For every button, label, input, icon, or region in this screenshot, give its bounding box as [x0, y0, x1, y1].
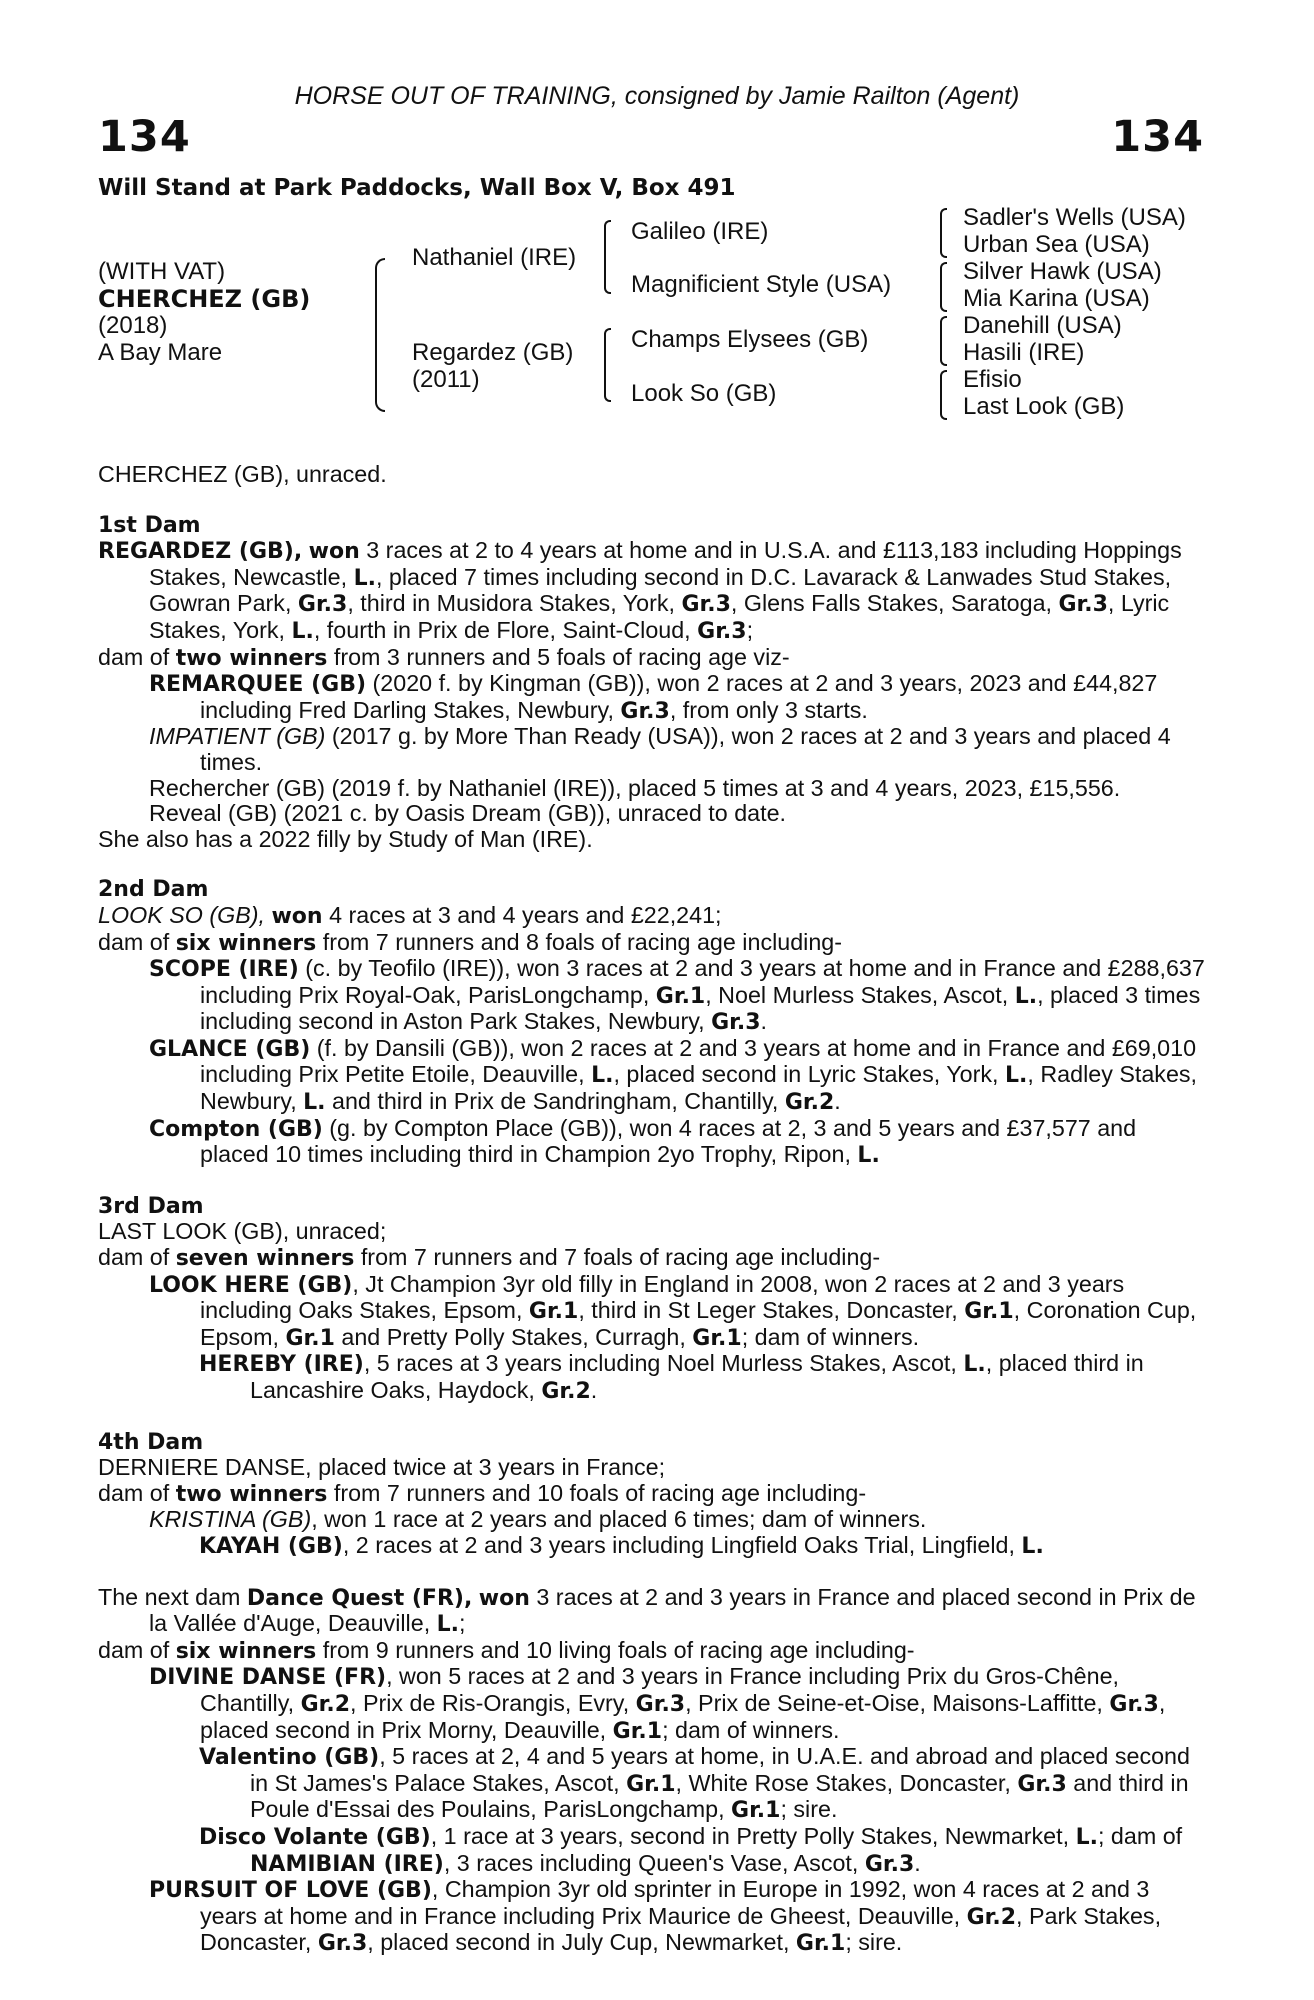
vat-note: (WITH VAT) [98, 258, 226, 285]
produce-entry: Rechercher (GB) (2019 f. by Nathaniel (IRE)), placed 5 times at 3 and 4 years, 2023, £15,556. [149, 774, 1121, 801]
horse-year: (2018) [98, 312, 168, 339]
produce-summary: dam of two winners from 7 runners and 10 foals of racing age including- [98, 1479, 867, 1507]
produce-entry: Reveal (GB) (2021 c. by Oasis Dream (GB)), unraced to date. [149, 800, 787, 827]
pedigree-brace [604, 328, 611, 402]
ggp-1: Sadler's Wells (USA) [963, 204, 1186, 231]
first-dam-section [98, 513, 1206, 853]
produce-summary: dam of six winners from 7 runners and 8 foals of racing age including- [98, 928, 843, 956]
pedigree-brace [940, 262, 947, 312]
produce-entry: Compton (GB) (g. by Compton Place (GB)), won 4 races at 2, 3 and 5 years and £37,577 and placed 10 times including third in Champion 2yo Trophy, Ripon, L. [149, 1114, 1137, 1169]
produce-entry: PURSUIT OF LOVE (GB), Champion 3yr old sprinter in Europe in 1992, won 4 races at 2 and 3 years at home and in France including Prix Maurice de Gheest, Deauville, Gr.2, Park Stakes, Doncaster, Gr.3, placed second in July Cup, Newmarket, Gr.1; sire. [149, 1876, 1162, 1957]
fifth-dam-section [98, 1585, 1206, 1957]
ggp-5: Danehill (USA) [963, 312, 1122, 339]
produce-entry: GLANCE (GB) (f. by Dansili (GB)), won 2 races at 2 and 3 years at home and in France and £69,010 including Prix Petite Etoile, Deauville, L., placed second in Lyric Stakes, York, L., Radley Stakes, Newbury, L. and third in Prix de Sandringham, Chantilly, Gr.2. [149, 1034, 1198, 1116]
produce-entry: IMPATIENT (GB) (2017 g. by More Than Ready (USA)), won 2 races at 2 and 3 years and placed 4 times. [149, 723, 1171, 775]
second-dam-section [98, 877, 1206, 1169]
ggp-8: Last Look (GB) [963, 393, 1125, 420]
dam-record: DERNIERE DANSE, placed twice at 3 years in France; [98, 1454, 666, 1481]
consignor-line: HORSE OUT OF TRAINING, consigned by Jamie Railton (Agent) [294, 82, 1020, 110]
ggp-7: Efisio [963, 366, 1022, 393]
pedigree-brace [604, 220, 611, 294]
section-heading: 1st Dam [98, 512, 201, 538]
sire: Nathaniel (IRE) [412, 244, 577, 271]
produce-summary: dam of seven winners from 7 runners and 7 foals of racing age including- [98, 1244, 881, 1272]
ggp-6: Hasili (IRE) [963, 339, 1085, 366]
produce-entry: Valentino (GB), 5 races at 2, 4 and 5 years at home, in U.A.E. and abroad and placed second in St James's Palace Stakes, Ascot, Gr.1, White Rose Stakes, Doncaster, Gr.3 and third in Poule d'Essai des Poulains, ParisLongchamp, Gr.1; sire. [199, 1743, 1190, 1824]
lot-number-left: 134 [98, 112, 191, 162]
produce-entry: KRISTINA (GB), won 1 race at 2 years and placed 6 times; dam of winners. [149, 1506, 927, 1533]
section-heading: 2nd Dam [98, 877, 209, 903]
dam-sire: Champs Elysees (GB) [631, 326, 869, 353]
pedigree-brace [940, 316, 947, 366]
produce-entry: KAYAH (GB), 2 races at 2 and 3 years including Lingfield Oaks Trial, Lingfield, L. [199, 1531, 1044, 1559]
horse-description: A Bay Mare [98, 339, 223, 366]
fourth-dam-section [98, 1430, 1206, 1560]
stand-location: Will Stand at Park Paddocks, Wall Box V, Box 491 [98, 175, 736, 201]
dam-record: REGARDEZ (GB), won 3 races at 2 to 4 years at home and in U.S.A. and £113,183 including Hoppings Stakes, Newcastle, L., placed 7 times including second in D.C. Lavarack & Lanwades Stud Stakes, Gowran Park, Gr.3, third in Musidora Stakes, York, Gr.3, Glens Falls Stakes, Saratoga, Gr.3, Lyric Stakes, York, L., fourth in Prix de Flore, Saint-Cloud, Gr.3; [98, 537, 1182, 644]
produce-summary: dam of two winners from 3 runners and 5 foals of racing age viz- [98, 643, 790, 671]
pedigree-brace [375, 258, 385, 412]
intro-line: CHERCHEZ (GB), unraced. [98, 461, 387, 487]
produce-entry: DIVINE DANSE (FR), won 5 races at 2 and 3 years in France including Prix du Gros-Chêne, Chantilly, Gr.2, Prix de Ris-Orangis, Evry, Gr.3, Prix de Seine-et-Oise, Maisons-Laffitte, Gr.3, placed second in Prix Morny, Deauville, Gr.1; dam of winners. [149, 1663, 1166, 1744]
lot-number-right: 134 [1111, 112, 1204, 162]
ggp-3: Silver Hawk (USA) [963, 258, 1162, 285]
ggp-4: Mia Karina (USA) [963, 285, 1150, 312]
produce-entry: HEREBY (IRE), 5 races at 3 years including Noel Murless Stakes, Ascot, L., placed third in Lancashire Oaks, Haydock, Gr.2. [199, 1350, 1144, 1404]
catalogue-body [98, 462, 1206, 1957]
section-heading: 4th Dam [98, 1429, 204, 1455]
dam-record: LOOK SO (GB), won 4 races at 3 and 4 years and £22,241; [98, 901, 722, 929]
produce-entry: LOOK HERE (GB), Jt Champion 3yr old filly in England in 2008, won 2 races at 2 and 3 years including Oaks Stakes, Epsom, Gr.1, third in St Leger Stakes, Doncaster, Gr.1, Coronation Cup, Epsom, Gr.1 and Pretty Polly Stakes, Curragh, Gr.1; dam of winners. [149, 1270, 1197, 1351]
ggp-2: Urban Sea (USA) [963, 231, 1150, 258]
section-heading: 3rd Dam [98, 1193, 204, 1219]
third-dam-section [98, 1194, 1206, 1405]
produce-summary: dam of six winners from 9 runners and 10 living foals of racing age including- [98, 1636, 915, 1664]
produce-entry: SCOPE (IRE) (c. by Teofilo (IRE)), won 3 races at 2 and 3 years at home and in France and £288,637 including Prix Royal-Oak, ParisLongchamp, Gr.1, Noel Murless Stakes, Ascot, L., placed 3 times including second in Aston Park Stakes, Newbury, Gr.3. [149, 955, 1205, 1036]
sire-dam: Magnificient Style (USA) [631, 271, 892, 298]
produce-entry: Disco Volante (GB), 1 race at 3 years, second in Pretty Polly Stakes, Newmarket, L.; dam of NAMIBIAN (IRE), 3 races including Queen's Vase, Ascot, Gr.3. [199, 1822, 1183, 1877]
dam-record: LAST LOOK (GB), unraced; [98, 1218, 387, 1245]
dam: Regardez (GB) [412, 339, 574, 366]
dam-record: The next dam Dance Quest (FR), won 3 races at 2 and 3 years in France and placed second in Prix de la Vallée d'Auge, Deauville, L.; [98, 1583, 1196, 1638]
sire-sire: Galileo (IRE) [631, 218, 769, 245]
produce-note: She also has a 2022 filly by Study of Man (IRE). [98, 825, 593, 852]
pedigree-brace [940, 370, 947, 420]
pedigree-brace [940, 208, 947, 258]
dam-year: (2011) [412, 366, 480, 393]
produce-entry: REMARQUEE (GB) (2020 f. by Kingman (GB)), won 2 races at 2 and 3 years, 2023 and £44,827 including Fred Darling Stakes, Newbury, Gr.3, from only 3 starts. [149, 670, 1158, 724]
dam-dam: Look So (GB) [631, 380, 777, 407]
horse-name: CHERCHEZ (GB) [98, 285, 311, 313]
